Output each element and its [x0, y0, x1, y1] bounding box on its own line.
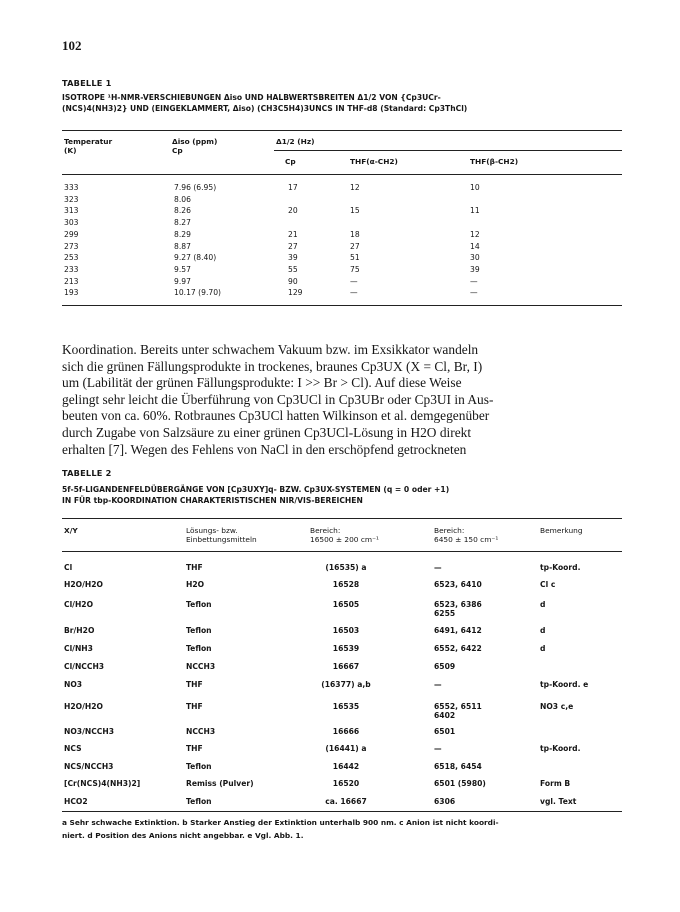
table2-cell-solvent: THF	[186, 680, 203, 689]
table1-cell-diso: 7.96 (6.95)	[174, 183, 217, 192]
table1-cell-b: 11	[470, 206, 480, 216]
table1-cell-b: —	[470, 276, 478, 286]
table2-cell-remark: d	[540, 626, 546, 635]
body-paragraph	[62, 342, 620, 458]
table2-cell-solvent: THF	[186, 744, 203, 753]
table1-cell-diso: 9.27 (8.40)	[174, 253, 217, 263]
table2-cell-xy: Br/H2O	[64, 626, 95, 635]
table2-cell-r1: 16528	[332, 580, 360, 589]
table2-cell-r2: 6509	[434, 662, 456, 671]
table1-cell-t: 273	[64, 241, 79, 251]
table2-cell-r1: 16442	[332, 762, 360, 771]
table2-cell-xy: Cl/NH3	[64, 644, 93, 653]
table1-cell-t: 193	[64, 288, 79, 298]
table2-cell-r1: (16535) a	[325, 563, 367, 572]
table2-cell-r1: 16505	[332, 600, 360, 609]
table2-cell-solvent: Teflon	[186, 644, 212, 653]
table2-cell-solvent: H2O	[186, 580, 205, 589]
header-diso: Δiso (ppm)	[172, 137, 218, 146]
paragraph-line: Koordination. Bereits unter schwachem Vakuum bzw. im Exsikkator wandeln	[62, 342, 479, 357]
table1-cell-diso: 10.17 (9.70)	[174, 288, 221, 298]
table2-top-rule	[62, 518, 622, 519]
table2-cell-r1: 16667	[332, 662, 360, 671]
header-diso-sub: Cp	[172, 146, 183, 155]
table2-cell-solvent: THF	[186, 563, 203, 572]
table2-cell-xy: NO3/NCCH3	[64, 727, 115, 736]
table1-cell-cp: 21	[288, 229, 298, 239]
table1-header-bottom-rule	[62, 174, 622, 175]
table1-cell-a: 51	[350, 253, 360, 263]
table2-title-line: IN FÜR tbp-KOORDINATION CHARAKTERISTISCHEN NIR/VIS-BEREICHEN	[62, 496, 363, 505]
table2-cell-xy: Cl/H2O	[64, 600, 94, 609]
table1-cell-b: —	[470, 288, 478, 298]
table2-cell-r2: 6491, 6412	[434, 626, 482, 635]
table2-cell-solvent: Teflon	[186, 762, 212, 771]
table1-cell-t: 333	[64, 183, 79, 192]
table2-cell-r2: —	[434, 744, 442, 753]
table2-cell-remark: vgl. Text	[540, 797, 577, 806]
paragraph-line: um (Labilität der grünen Fällungsprodukte: I >> Br > Cl). Auf diese Weise	[62, 375, 462, 391]
table1-cell-a: 18	[350, 229, 360, 239]
table1-cell-cp: 27	[288, 241, 298, 251]
table1-cell-cp: 129	[288, 288, 303, 298]
table1-sub-rule	[274, 150, 622, 151]
table1-cell-a: 75	[350, 264, 360, 274]
table2-header-range2	[434, 526, 498, 544]
table1-cell-cp: 39	[288, 253, 298, 263]
table2-cell-r2: 6306	[434, 797, 456, 806]
header-range2-line1: Bereich:	[434, 526, 465, 535]
table1-bottom-rule	[62, 305, 622, 306]
table2-cell-remark: Form B	[540, 779, 571, 788]
table2-cell-r1: (16377) a,b	[321, 680, 371, 689]
table2-cell-remark: d	[540, 644, 546, 653]
table2-cell-solvent: NCCH3	[186, 662, 216, 671]
table2-cell-remark: NO3 c,e	[540, 702, 574, 711]
table1-cell-cp: 17	[288, 183, 298, 192]
table1-header-cp: Cp	[285, 157, 296, 166]
table1-cell-diso: 8.29	[174, 229, 191, 239]
table1-header-half-width: Δ1/2 (Hz)	[276, 137, 315, 146]
table1-cell-b: 30	[470, 253, 480, 263]
table2-cell-xy: H2O/H2O	[64, 580, 103, 589]
table2-cell-solvent: Teflon	[186, 797, 212, 806]
table1-cell-a: 27	[350, 241, 360, 251]
table1-cell-t: 299	[64, 229, 79, 239]
table1-title-line: ISOTROPE ¹H-NMR-VERSCHIEBUNGEN Δiso UND HALBWERTSBREITEN Δ1/2 VON {Cp3UCr-	[62, 93, 441, 102]
table1-cell-b: 12	[470, 229, 480, 239]
table2-caption: TABELLE 2	[62, 468, 112, 478]
table2-title	[62, 484, 622, 506]
table2-cell-xy: Cl	[64, 563, 73, 572]
table1-cell-a: —	[350, 276, 358, 286]
table2-cell-remark: tp-Koord.	[540, 563, 581, 572]
paragraph-line: erhalten [7]. Wegen des Fehlens von NaCl in den erschöpfend getrockneten	[62, 441, 467, 457]
table1-header-thf-beta: THF(β-CH2)	[470, 157, 519, 166]
header-range1-line2: 16500 ± 200 cm⁻¹	[310, 535, 379, 544]
table2-cell-xy: NCS/NCCH3	[64, 762, 114, 771]
table2-cell-xy: [Cr(NCS)4(NH3)2]	[64, 779, 141, 788]
header-range1-line1: Bereich:	[310, 526, 341, 535]
table1-top-rule	[62, 130, 622, 131]
table2-cell-xy: NCS	[64, 744, 82, 753]
table1-cell-a: —	[350, 288, 358, 298]
table2-cell-r1: 16539	[332, 644, 360, 653]
table1-cell-diso: 8.06	[174, 194, 191, 204]
header-temperature: Temperatur	[64, 137, 113, 146]
header-solvent-line2: Einbettungsmitteln	[186, 535, 257, 544]
table1-cell-b: 10	[470, 183, 480, 192]
table2-cell-r2: 6518, 6454	[434, 762, 482, 771]
table2-header-xy: X/Y	[64, 526, 78, 535]
table1-cell-cp: 55	[288, 264, 298, 274]
table1-header-temperature	[64, 137, 112, 155]
table2-cell-solvent: Remiss (Pulver)	[186, 779, 254, 788]
table2-cell-xy: H2O/H2O	[64, 702, 103, 711]
table2-cell-r1: (16441) a	[325, 744, 367, 753]
table1-cell-t: 233	[64, 264, 79, 274]
table2-cell-r2: —	[434, 563, 442, 572]
table2-cell-solvent: Teflon	[186, 626, 212, 635]
table2-cell-r2: 6501	[434, 727, 456, 736]
table1-cell-a: 15	[350, 206, 360, 216]
paragraph-line: durch Zugabe von Salzsäure zu einer grünen Cp3UCl-Lösung in H2O direkt	[62, 424, 472, 440]
header-range2-line2: 6450 ± 150 cm⁻¹	[434, 535, 499, 544]
table1-cell-t: 303	[64, 218, 79, 228]
table2-cell-solvent: THF	[186, 702, 203, 711]
table2-footnotes	[62, 816, 622, 842]
table1-cell-cp: 20	[288, 206, 298, 216]
table2-cell-xy: NO3	[64, 680, 83, 689]
table2-bottom-rule	[62, 811, 622, 812]
footnote-line: a Sehr schwache Extinktion. b Starker Anstieg der Extinktion unterhalb 900 nm. c Anion ist nicht koordi-	[62, 818, 499, 827]
table2-header-bottom-rule	[62, 551, 622, 552]
table1-cell-b: 14	[470, 241, 480, 251]
table2-cell-r2: 6552, 6511 6402	[434, 702, 482, 720]
table1-header-thf-alpha: THF(α-CH2)	[350, 157, 398, 166]
table2-header-remark: Bemerkung	[540, 526, 583, 535]
paragraph-line: sich die grünen Fällungsprodukte in trockenes, braunes Cp3UX (X = Cl, Br, I)	[62, 358, 483, 374]
table2-cell-r2: —	[434, 680, 442, 689]
table2-cell-r2: 6501 (5980)	[434, 779, 486, 788]
table1-cell-diso: 8.87	[174, 241, 191, 251]
table2-cell-r2: 6523, 6410	[434, 580, 482, 589]
header-solvent-line1: Lösungs- bzw.	[186, 526, 238, 535]
table2-cell-r2: 6523, 6386 6255	[434, 600, 482, 618]
table1-cell-t: 323	[64, 194, 79, 204]
table2-cell-r1: 16535	[332, 702, 360, 711]
table1-cell-a: 12	[350, 183, 360, 192]
table1-cell-diso: 8.26	[174, 206, 191, 216]
table2-cell-r1: 16520	[332, 779, 360, 788]
table1-cell-diso: 8.27	[174, 218, 191, 228]
table2-cell-remark: tp-Koord. e	[540, 680, 589, 689]
header-temperature-unit: (K)	[64, 146, 77, 155]
table2-cell-solvent: Teflon	[186, 600, 212, 609]
table2-cell-r1: ca. 16667	[325, 797, 367, 806]
table1-cell-diso: 9.57	[174, 264, 191, 274]
page-number: 102	[62, 38, 82, 53]
table1-cell-t: 213	[64, 276, 79, 286]
paragraph-line: gelingt sehr leicht die Überführung von Cp3UCl in Cp3UBr oder Cp3UI in Aus-	[62, 391, 494, 407]
table2-cell-r1: 16666	[332, 727, 360, 736]
table2-cell-r2: 6552, 6422	[434, 644, 482, 653]
table2-cell-remark: Cl c	[540, 580, 556, 589]
table2-cell-remark: d	[540, 600, 546, 609]
table2-cell-solvent: NCCH3	[186, 727, 216, 736]
table1-cell-diso: 9.97	[174, 276, 191, 286]
table2-title-line: 5f-5f-LIGANDENFELDÜBERGÄNGE VON [Cp3UXY]q- BZW. Cp3UX-SYSTEMEN (q = 0 oder +1)	[62, 485, 450, 494]
table1-header-diso	[172, 137, 217, 155]
table1-cell-cp: 90	[288, 276, 298, 286]
table2-cell-r1: 16503	[332, 626, 360, 635]
table1-cell-b: 39	[470, 264, 480, 274]
table2-header-range1	[310, 526, 379, 544]
paragraph-line: beuten von ca. 60%. Rotbraunes Cp3UCl hatten Wilkinson et al. demgegenüber	[62, 408, 490, 424]
table2-cell-remark: tp-Koord.	[540, 744, 581, 753]
table1-title	[62, 92, 622, 114]
table1-cell-t: 313	[64, 206, 79, 216]
table1-cell-t: 253	[64, 253, 79, 263]
table1-title-line: (NCS)4(NH3)2} UND (EINGEKLAMMERT, Δiso) (CH3C5H4)3UNCS IN THF-d8 (Standard: Cp3ThCl)	[62, 104, 468, 113]
footnote-line: niert. d Position des Anions nicht angebbar. e Vgl. Abb. 1.	[62, 831, 304, 840]
table2-cell-xy: HCO2	[64, 797, 88, 806]
table2-cell-xy: Cl/NCCH3	[64, 662, 105, 671]
table1-caption: TABELLE 1	[62, 78, 112, 88]
table2-header-solvent	[186, 526, 257, 544]
